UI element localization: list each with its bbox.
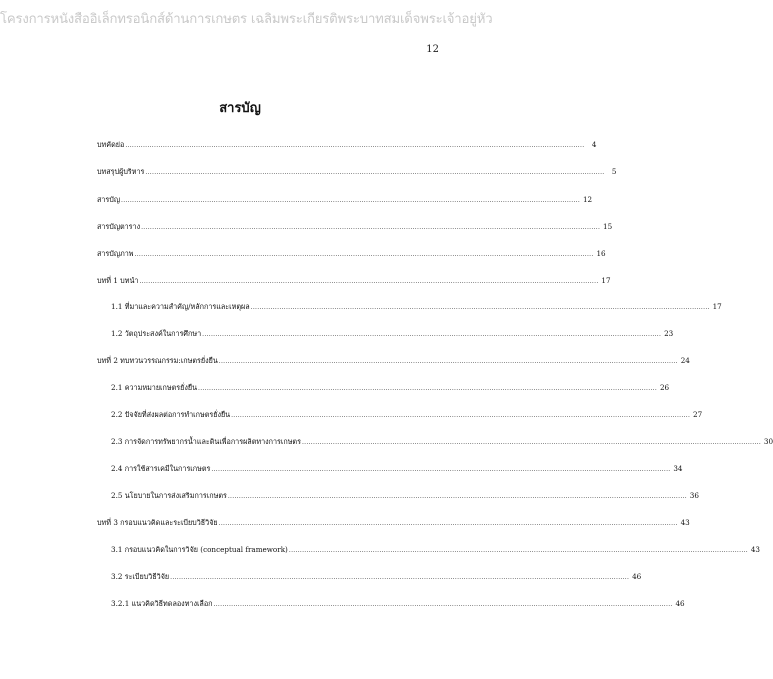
toc-entry-label: 3.2 ระเบียบวิธีวิจัย bbox=[111, 572, 170, 581]
toc-entry-page: 27 bbox=[693, 410, 703, 419]
toc-entry-label: 2.4 การใช้สารเคมีในการเกษตร bbox=[111, 464, 211, 473]
toc-entry-label: สารบัญตาราง bbox=[97, 222, 141, 231]
toc-entry-page: 5 bbox=[611, 167, 617, 176]
page-title: สารบัญ bbox=[219, 101, 261, 116]
leader-dots: ................................................................................................................................................................................................................ bbox=[227, 493, 687, 500]
leader-dots: ................................................................................................................................................................................................................ bbox=[145, 169, 605, 176]
toc-entry[interactable] bbox=[111, 329, 674, 340]
leader-dots: ................................................................................................................................................................................................................ bbox=[139, 278, 599, 285]
watermark-header: โครงการหนังสืออิเล็กทรอนิกส์ด้านการเกษตร เฉลิมพระเกียรติพระบาทสมเด็จพระเจ้าอยู่หัว bbox=[0, 12, 493, 27]
toc-entry-label: สารบัญ bbox=[97, 195, 120, 204]
toc-entry-page: 34 bbox=[673, 464, 683, 473]
toc-entry-label: 3.1 กรอบแนวคิดในการวิจัย (conceptual framework) bbox=[111, 545, 288, 554]
toc-entry-label: 2.3 การจัดการทรัพยากรน้ำและดินเพื่อการผลิตทางการเกษตร bbox=[111, 437, 301, 446]
toc-entry-label: 2.1 ความหมายเกษตรยั่งยืน bbox=[111, 383, 197, 392]
leader-dots: ................................................................................................................................................................................................................ bbox=[250, 304, 710, 311]
toc-entry-page: 24 bbox=[680, 356, 690, 365]
toc-entry[interactable] bbox=[111, 464, 683, 475]
toc-entry-label: บทที่ 3 กรอบแนวคิดและระเบียบวิธีวิจัย bbox=[97, 518, 218, 527]
toc-entry-label: 2.5 นโยบายในการส่งเสริมการเกษตร bbox=[111, 491, 227, 500]
toc-entry[interactable] bbox=[97, 518, 690, 529]
leader-dots: ................................................................................................................................................................................................................ bbox=[141, 224, 601, 231]
toc-entry[interactable] bbox=[97, 276, 611, 287]
leader-dots: ................................................................................................................................................................................................................ bbox=[218, 520, 678, 527]
toc-entry-page: 30 bbox=[763, 437, 773, 446]
toc-entry-page: 23 bbox=[664, 329, 674, 338]
leader-dots: ................................................................................................................................................................................................................ bbox=[211, 466, 671, 473]
leader-dots: ................................................................................................................................................................................................................ bbox=[134, 251, 594, 258]
leader-dots: ................................................................................................................................................................................................................ bbox=[202, 331, 662, 338]
leader-dots: ................................................................................................................................................................................................................ bbox=[213, 601, 673, 608]
page-number: 12 bbox=[426, 44, 439, 55]
leader-dots: ................................................................................................................................................................................................................ bbox=[218, 358, 678, 365]
leader-dots: ................................................................................................................................................................................................................ bbox=[197, 385, 658, 392]
toc-entry[interactable] bbox=[111, 599, 685, 610]
toc-entry[interactable] bbox=[111, 383, 670, 394]
toc-entry-page: 4 bbox=[591, 140, 597, 149]
toc-entry[interactable] bbox=[111, 572, 642, 583]
leader-dots: ................................................................................................................................................................................................................ bbox=[120, 197, 581, 204]
toc-entry-label: 2.2 ปัจจัยที่ส่งผลต่อการทำเกษตรยั่งยืน bbox=[111, 410, 231, 419]
toc-entry[interactable] bbox=[111, 545, 760, 556]
toc-entry[interactable] bbox=[97, 222, 613, 233]
toc-entry-page: 43 bbox=[680, 518, 690, 527]
toc-entry-page: 46 bbox=[632, 572, 642, 581]
toc-entry-label: บทที่ 1 บทนำ bbox=[97, 276, 139, 285]
toc-entry-page: 17 bbox=[601, 276, 611, 285]
toc-entry-label: บทคัดย่อ bbox=[97, 140, 125, 149]
toc-entry-label: 3.2.1 แนวคิดวิธีทดลองทางเลือก bbox=[111, 599, 213, 608]
toc-entry-label: 1.2 วัตถุประสงค์ในการศึกษา bbox=[111, 329, 202, 338]
leader-dots: ................................................................................................................................................................................................................ bbox=[288, 547, 748, 554]
toc-entry[interactable] bbox=[97, 249, 606, 260]
toc-entry-label: บทสรุปผู้บริหาร bbox=[97, 167, 145, 176]
toc-entry[interactable] bbox=[97, 167, 617, 178]
toc-entry-page: 46 bbox=[675, 599, 685, 608]
leader-dots: ................................................................................................................................................................................................................ bbox=[231, 412, 691, 419]
toc-entry-label: บทที่ 2 ทบทวนวรรณกรรม:เกษตรยั่งยืน bbox=[97, 356, 218, 365]
toc-entry-page: 17 bbox=[712, 302, 722, 311]
toc-entry-label: สารบัญภาพ bbox=[97, 249, 134, 258]
leader-dots: ................................................................................................................................................................................................................ bbox=[170, 574, 630, 581]
toc-entry[interactable] bbox=[111, 491, 699, 502]
toc-entry[interactable] bbox=[111, 302, 722, 313]
toc-entry[interactable] bbox=[97, 140, 597, 151]
toc-entry-page: 36 bbox=[689, 491, 699, 500]
toc-entry-page: 43 bbox=[750, 545, 760, 554]
toc-entry-page: 16 bbox=[596, 249, 606, 258]
leader-dots: ................................................................................................................................................................................................................ bbox=[301, 439, 762, 446]
toc-entry-page: 12 bbox=[582, 195, 593, 204]
toc-entry[interactable] bbox=[97, 356, 690, 367]
toc-entry[interactable] bbox=[111, 410, 703, 421]
toc-entry[interactable] bbox=[97, 195, 593, 206]
leader-dots: ................................................................................................................................................................................................................ bbox=[125, 142, 585, 149]
toc-entry-page: 15 bbox=[603, 222, 613, 231]
toc-entry[interactable] bbox=[111, 437, 773, 448]
toc-entry-label: 1.1 ที่มาและความสำคัญ/หลักการและเหตุผล bbox=[111, 302, 250, 311]
toc-entry-page: 26 bbox=[659, 383, 670, 392]
